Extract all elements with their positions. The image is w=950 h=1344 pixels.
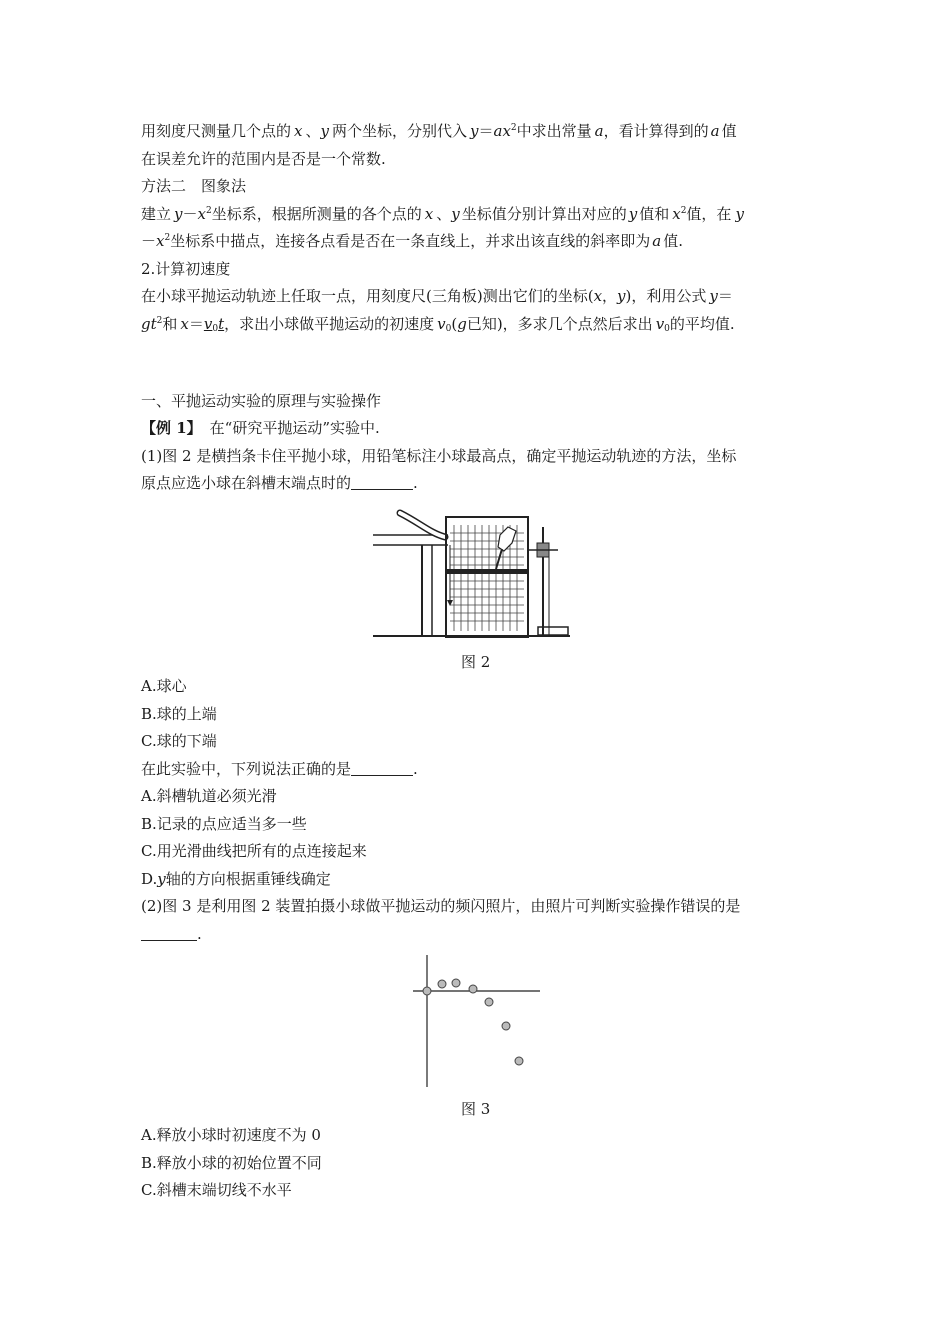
text: (: [451, 314, 458, 333]
var-y: y: [451, 204, 460, 223]
text: .: [413, 759, 418, 778]
text: 两个坐标，分别代入: [331, 122, 467, 140]
answer-blank[interactable]: [351, 475, 413, 490]
figure-3-strobe-photo: [410, 953, 544, 1089]
example-tag: 【例 1】: [141, 419, 202, 437]
var-y: y: [157, 869, 166, 888]
text: .: [413, 474, 418, 492]
text: 原点应选小球在斜槽末端点时的: [141, 474, 352, 492]
text: 坐标系中描点，连接各点看是否在一条直线上，并求出该直线的斜率即为: [170, 232, 651, 250]
text: 值和: [639, 204, 670, 223]
option-c: C.斜槽末端切线不水平: [141, 1181, 292, 1199]
var-a: a: [594, 122, 604, 140]
var-y: y: [470, 122, 479, 140]
var-v: v: [437, 314, 446, 333]
question-2-line-1: (2)图 3 是利用图 2 装置拍摄小球做平抛运动的频闪照片，由照片可判断实验操作错误的是: [141, 897, 741, 915]
superscript: 2: [510, 123, 517, 133]
question-2-options: [141, 1122, 813, 1205]
var-v: v: [655, 314, 665, 333]
option-b: B.释放小球的初始位置不同: [141, 1153, 322, 1172]
figure-3-caption: 图 3: [461, 1100, 491, 1118]
text: ，: [602, 287, 618, 305]
text: 值.: [663, 232, 683, 250]
var-x: x: [156, 232, 165, 250]
text: .: [197, 924, 202, 943]
underlined-v0t: [204, 315, 224, 333]
superscript: 2: [164, 233, 171, 243]
option-c: C.用光滑曲线把所有的点连接起来: [141, 842, 367, 860]
var-x: x: [424, 204, 434, 223]
option-c: C.球的下端: [141, 732, 217, 750]
text: 中求出常量: [516, 122, 592, 140]
text: ，看计算得到的: [603, 122, 709, 140]
var-y: y: [628, 204, 638, 223]
text: ，求出小球做平抛运动的初速度: [224, 314, 435, 333]
text: 值，在: [686, 204, 732, 223]
superscript: 2: [680, 205, 687, 216]
answer-blank[interactable]: [141, 926, 197, 941]
text: 在此实验中，下列说法正确的是: [141, 759, 352, 778]
superscript: 2: [205, 205, 212, 216]
option-b: B.记录的点应适当多一些: [141, 814, 307, 833]
example-text: 在“研究平抛运动”实验中.: [209, 419, 380, 437]
option-d: [141, 866, 813, 894]
var-ax: ax: [493, 122, 511, 140]
var-v: v: [203, 314, 213, 333]
subscript: 0: [212, 323, 219, 334]
method-two-heading: 方法二 图象法: [141, 177, 247, 195]
velocity-heading: 2.计算初速度: [141, 259, 231, 278]
option-a: A.球心: [141, 677, 187, 695]
figure-2-caption: 图 2: [461, 653, 491, 671]
subscript: 0: [664, 323, 670, 334]
section-title: 一、平抛运动实验的原理与实验操作: [141, 391, 382, 410]
question-1b: [141, 756, 813, 784]
text: 值: [721, 122, 737, 140]
var-y: y: [617, 287, 626, 305]
text: 、: [305, 122, 321, 140]
var-y: y: [174, 204, 183, 223]
option-a: A.释放小球时初速度不为 0: [141, 1126, 321, 1144]
text: 的平均值.: [669, 314, 735, 333]
question-1-line-1: (1)图 2 是横挡条卡住平抛小球，用铅笔标注小球最高点，确定平抛运动轨迹的方法，坐标: [141, 446, 737, 465]
text: 建立: [141, 204, 172, 223]
var-x: x: [197, 204, 206, 223]
text: 已知)，多求几个点然后求出: [466, 314, 653, 333]
superscript: 2: [156, 315, 163, 326]
var-y: y: [735, 204, 744, 223]
intro-line-8: [141, 311, 813, 339]
option-a: A.斜槽轨道必须光滑: [141, 787, 277, 805]
text: ＝: [717, 287, 733, 305]
document-page: [141, 118, 813, 498]
text: D.: [141, 869, 158, 888]
option-b: B.球的上端: [141, 704, 217, 723]
example-line: [141, 415, 813, 443]
intro-line-2: 在误差允许的范围内是否是一个常数.: [141, 149, 386, 168]
var-x: x: [672, 204, 681, 223]
text: 和: [162, 314, 178, 333]
var-a: a: [652, 232, 662, 250]
text: 轴的方向根据重锤线确定: [165, 869, 331, 888]
text: －: [182, 204, 198, 223]
intro-line-5: [141, 228, 813, 256]
intro-line-7: [141, 283, 813, 311]
var-g: g: [457, 314, 467, 333]
text: 坐标系，根据所测量的各个点的: [211, 204, 422, 223]
question-2-line-2: [141, 921, 813, 949]
text: ＝: [478, 122, 494, 140]
var-t: t: [218, 314, 225, 333]
question-1-options: [141, 673, 813, 948]
var-gt: gt: [141, 314, 157, 333]
intro-line-1: [141, 118, 813, 146]
text: －: [141, 232, 157, 250]
answer-blank[interactable]: [351, 761, 413, 776]
intro-line-4: [141, 201, 813, 229]
var-x: x: [294, 122, 303, 140]
text: 在小球平抛运动轨迹上任取一点，用刻度尺(三角板)测出它们的坐标(: [141, 287, 594, 305]
var-x: x: [593, 287, 603, 305]
subscript: 0: [445, 323, 452, 334]
var-a: a: [710, 122, 720, 140]
figure-2-apparatus: [370, 505, 574, 641]
text: 用刻度尺测量几个点的: [141, 122, 292, 140]
text: 坐标值分别计算出对应的: [461, 204, 627, 223]
text: )，利用公式: [625, 287, 707, 305]
var-x: x: [180, 314, 189, 333]
text: ＝: [188, 314, 204, 333]
question-1-line-2: [141, 470, 813, 498]
text: 、: [436, 204, 452, 223]
var-y: y: [709, 287, 718, 305]
var-y: y: [320, 122, 329, 140]
